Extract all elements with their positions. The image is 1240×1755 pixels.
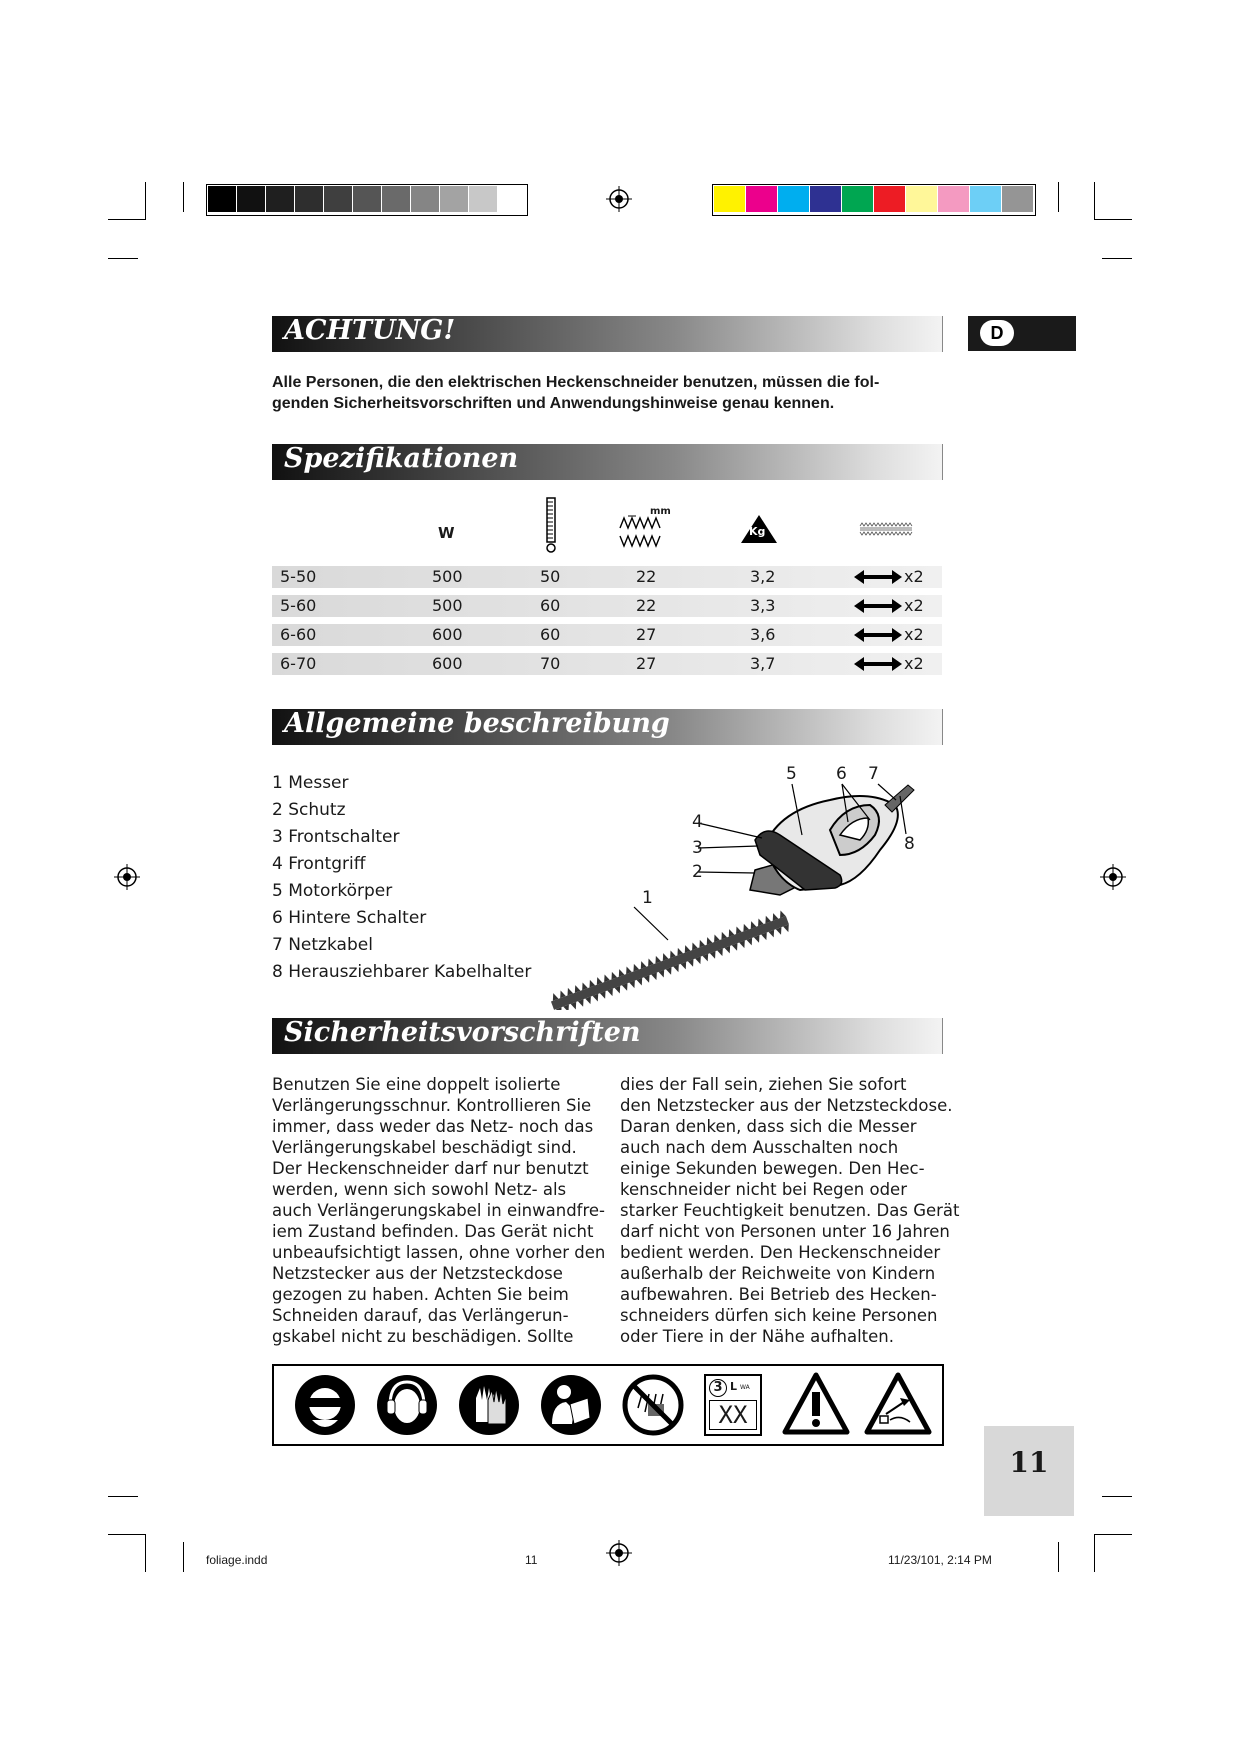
spec-model: 5-60 <box>280 596 317 615</box>
warning-line: Alle Personen, die den elektrischen Heckenschneider benutzen, müssen die fol- <box>272 374 880 391</box>
list-item: 4 Frontgriff <box>272 854 366 874</box>
noise-level-number: 3 <box>709 1379 727 1397</box>
safety-text-line: Schneiden darauf, das Verlängerun- <box>272 1306 569 1325</box>
spec-length: 60 <box>540 596 561 615</box>
gray-swatch <box>440 186 468 212</box>
list-item: 5 Motorkörper <box>272 881 393 901</box>
gray-swatch <box>498 186 526 212</box>
noise-L: L <box>730 1380 738 1393</box>
safety-text-line: schneiders dürfen sich keine Personen <box>620 1306 938 1325</box>
safety-text-line: iem Zustand befinden. Das Gerät nicht <box>272 1222 594 1241</box>
list-item: 2 Schutz <box>272 800 346 820</box>
registration-mark-icon <box>606 186 632 212</box>
double-arrow-icon <box>854 599 902 613</box>
safety-text-line: oder Tiere in der Nähe aufhalten. <box>620 1327 894 1346</box>
warning-triangle-icon <box>782 1372 850 1436</box>
read-manual-icon <box>540 1374 602 1436</box>
footer-page: 11 <box>525 1553 538 1567</box>
spec-model: 6-60 <box>280 625 317 644</box>
safety-text-line: Verlängerungsschnur. Kontrollieren Sie <box>272 1096 592 1115</box>
safety-text-line: den Netzstecker aus der Netzsteckdose. <box>620 1096 953 1115</box>
spec-weight: 3,7 <box>750 654 776 673</box>
diagram-label: 2 <box>692 862 703 882</box>
warning-line: genden Sicherheitsvorschriften und Anwendungshinweise genau kennen. <box>272 395 835 412</box>
electrical-hazard-icon <box>864 1372 932 1436</box>
safety-text-line: Benutzen Sie eine doppelt isolierte <box>272 1075 561 1094</box>
spec-header-mm: mm <box>650 506 671 517</box>
specs-banner <box>272 444 943 480</box>
color-swatch <box>810 186 841 212</box>
ear-protection-icon <box>376 1374 438 1436</box>
gray-swatch <box>208 186 236 212</box>
safety-text-line: bedient werden. Den Heckenschneider <box>620 1243 941 1262</box>
warning-intro <box>272 372 952 414</box>
safety-text-line: gezogen zu haben. Achten Sie beim <box>272 1285 569 1304</box>
gray-swatch <box>295 186 323 212</box>
page-number: 11 <box>1009 1446 1049 1479</box>
gray-swatch <box>237 186 265 212</box>
spec-row <box>272 624 942 646</box>
color-swatch <box>746 186 777 212</box>
spec-row <box>272 595 942 617</box>
diagram-label: 1 <box>642 888 653 908</box>
spec-watts: 500 <box>432 596 463 615</box>
spec-blade: x2 <box>904 625 924 644</box>
safety-text-line: auch nach dem Ausschalten noch <box>620 1138 899 1157</box>
spec-row <box>272 566 942 588</box>
list-item: 7 Netzkabel <box>272 935 373 955</box>
safety-text-line: Daran denken, dass sich die Messer <box>620 1117 917 1136</box>
spec-tooth: 27 <box>636 654 657 673</box>
description-title: Allgemeine beschreibung <box>284 708 670 739</box>
spec-tooth: 27 <box>636 625 657 644</box>
spec-tooth: 22 <box>636 596 657 615</box>
list-item: 8 Herausziehbarer Kabelhalter <box>272 962 532 982</box>
safety-text-line: unbeaufsichtigt lassen, ohne vorher den <box>272 1243 606 1262</box>
spec-model: 5-50 <box>280 567 317 586</box>
page-number-box <box>984 1426 1074 1516</box>
safety-text-line: darf nicht von Personen unter 16 Jahren <box>620 1222 950 1241</box>
color-swatch <box>714 186 745 212</box>
gray-swatch <box>266 186 294 212</box>
diagram-label: 4 <box>692 812 703 832</box>
safety-text-line: gskabel nicht zu beschädigen. Sollte <box>272 1327 574 1346</box>
spec-watts: 500 <box>432 567 463 586</box>
cutting-length-icon <box>538 496 564 554</box>
diagram-label: 5 <box>786 764 797 784</box>
blade-icon <box>858 522 914 536</box>
eye-protection-icon <box>294 1374 356 1436</box>
spec-length: 70 <box>540 654 561 673</box>
spec-blade: x2 <box>904 596 924 615</box>
color-swatch <box>1002 186 1033 212</box>
registration-mark-icon <box>114 864 140 890</box>
registration-mark-icon <box>606 1540 632 1566</box>
spec-weight: 3,3 <box>750 596 776 615</box>
safety-text-column-2 <box>620 1074 960 1347</box>
list-item: 3 Frontschalter <box>272 827 400 847</box>
diagram-label: 7 <box>868 764 879 784</box>
color-swatch <box>874 186 905 212</box>
spec-watts: 600 <box>432 654 463 673</box>
description-banner <box>272 709 943 745</box>
diagram-label: 8 <box>904 834 915 854</box>
language-tab <box>968 316 1076 351</box>
double-arrow-icon <box>854 657 902 671</box>
spec-blade: x2 <box>904 654 924 673</box>
safety-text-column-1 <box>272 1074 606 1347</box>
gray-swatch <box>353 186 381 212</box>
noise-level-icon <box>704 1374 762 1436</box>
safety-icons-box <box>272 1364 944 1446</box>
language-code: D <box>980 320 1014 346</box>
spec-model: 6-70 <box>280 654 317 673</box>
safety-text-line: einige Sekunden bewegen. Den Hec- <box>620 1159 925 1178</box>
gloves-icon <box>458 1374 520 1436</box>
spec-weight: 3,2 <box>750 567 776 586</box>
hedge-trimmer-diagram <box>540 760 940 1010</box>
spec-weight: 3,6 <box>750 625 776 644</box>
footer-file: foliage.indd <box>206 1553 268 1567</box>
double-arrow-icon <box>854 570 902 584</box>
gray-swatch <box>469 186 497 212</box>
parts-list <box>272 770 531 986</box>
specs-title: Spezifikationen <box>284 443 519 474</box>
color-swatch <box>970 186 1001 212</box>
safety-text-line: kenschneider nicht bei Regen oder <box>620 1180 907 1199</box>
safety-text-line: starker Feuchtigkeit benutzen. Das Gerät <box>620 1201 960 1220</box>
color-swatch <box>778 186 809 212</box>
spec-tooth: 22 <box>636 567 657 586</box>
safety-text-line: immer, dass weder das Netz- noch das <box>272 1117 594 1136</box>
gray-swatch <box>324 186 352 212</box>
spec-header-power: W <box>438 524 455 542</box>
safety-text-line: dies der Fall sein, ziehen Sie sofort <box>620 1075 907 1094</box>
footer-date: 11/23/101, 2:14 PM <box>888 1553 992 1567</box>
safety-text-line: Verlängerungskabel beschädigt sind. <box>272 1138 577 1157</box>
spec-watts: 600 <box>432 625 463 644</box>
tooth-spacing-icon <box>618 514 664 550</box>
gray-swatch <box>382 186 410 212</box>
warning-banner <box>272 316 943 352</box>
double-arrow-icon <box>854 628 902 642</box>
spec-length: 50 <box>540 567 561 586</box>
noise-WA: WA <box>740 1384 750 1391</box>
warning-title: ACHTUNG! <box>284 315 456 346</box>
list-item: 1 Messer <box>272 773 349 793</box>
spec-blade: x2 <box>904 567 924 586</box>
safety-text-line: auch Verlängerungskabel in einwandfre- <box>272 1201 606 1220</box>
safety-banner <box>272 1018 943 1054</box>
safety-text-line: außerhalb der Reichweite von Kindern <box>620 1264 936 1283</box>
safety-text-line: Netzstecker aus der Netzsteckdose <box>272 1264 563 1283</box>
gray-swatch <box>411 186 439 212</box>
color-swatch <box>906 186 937 212</box>
list-item: 6 Hintere Schalter <box>272 908 427 928</box>
diagram-label: 3 <box>692 838 703 858</box>
safety-text-line: Der Heckenschneider darf nur benutzt <box>272 1159 589 1178</box>
safety-title: Sicherheitsvorschriften <box>284 1017 641 1048</box>
spec-length: 60 <box>540 625 561 644</box>
noise-value: XX <box>709 1400 757 1430</box>
no-rain-icon <box>622 1374 684 1436</box>
color-swatch <box>842 186 873 212</box>
spec-row <box>272 653 942 675</box>
diagram-label: 6 <box>836 764 847 784</box>
safety-text-line: werden, wenn sich sowohl Netz- als <box>272 1180 567 1199</box>
safety-text-line: aufbewahren. Bei Betrieb des Hecken- <box>620 1285 937 1304</box>
spec-header-weight: Kg <box>749 525 766 538</box>
registration-mark-icon <box>1100 864 1126 890</box>
color-swatch <box>938 186 969 212</box>
